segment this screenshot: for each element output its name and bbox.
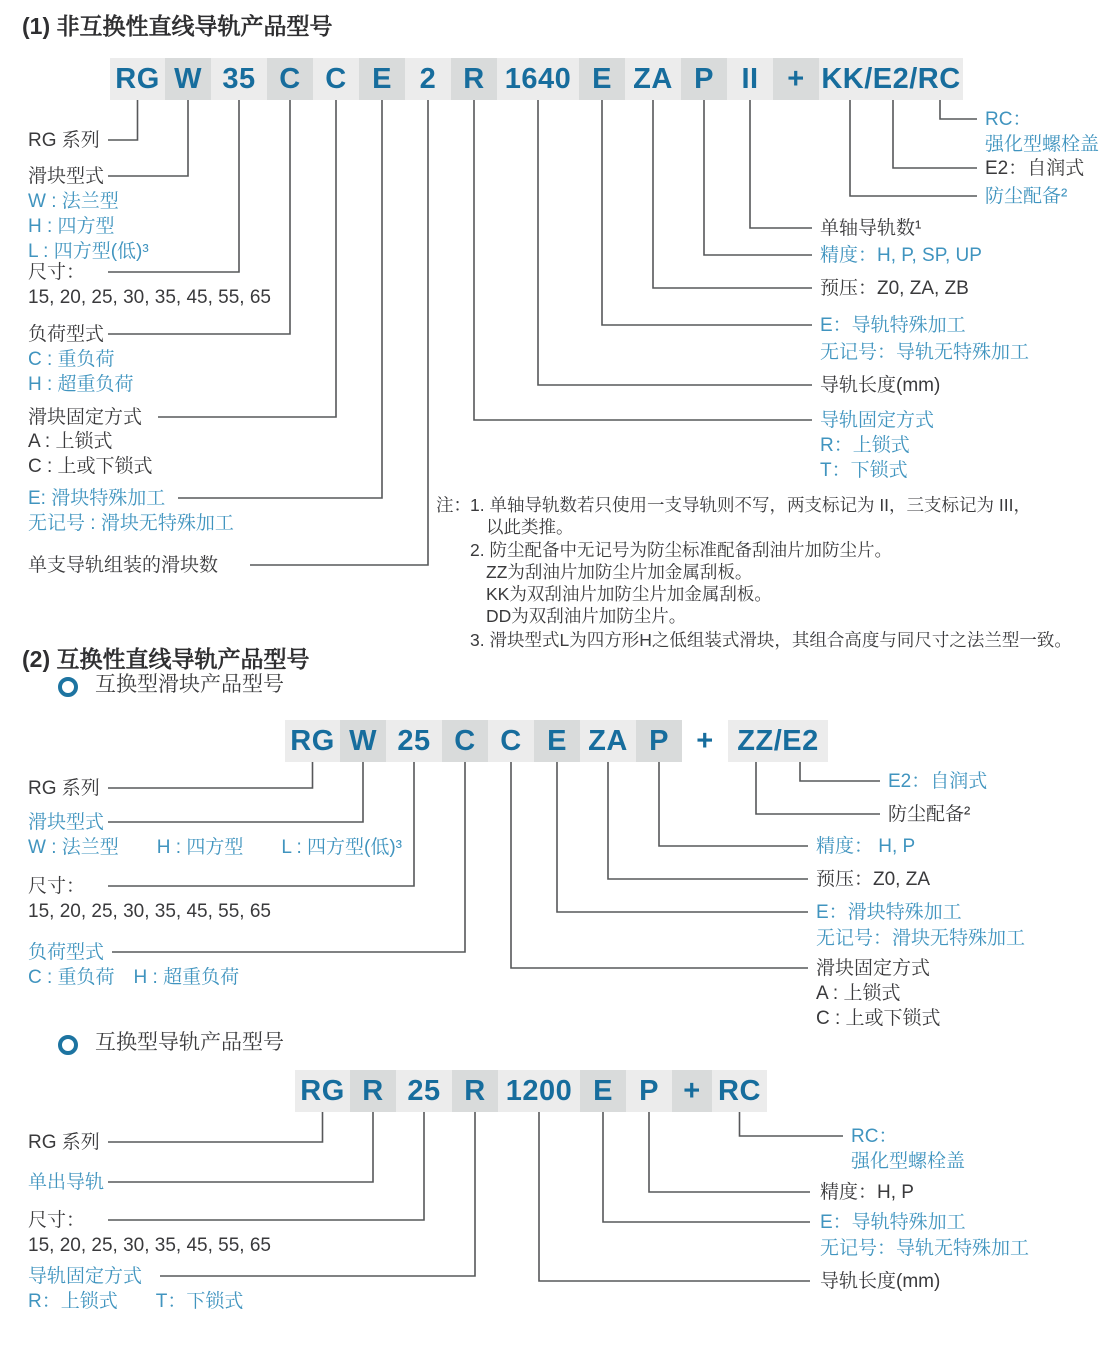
note-prefix: 注： <box>436 495 471 515</box>
code-segment-block-fix: C <box>488 720 534 762</box>
label-rail-special-e: E：导轨特殊加工 <box>820 315 966 336</box>
label-block-type-values: W : 法兰型 H : 四方型 L : 四方型(低)³ <box>28 837 403 858</box>
code-segment-block-type: W <box>340 720 386 762</box>
label-rail-length: 导轨长度(mm) <box>820 1271 941 1292</box>
label-block-fix-a: A : 上锁式 <box>28 431 113 452</box>
code-segment-plus: + <box>773 58 819 100</box>
label-rail-count: 单轴导轨数¹ <box>820 218 922 239</box>
note-1-line-2: 以此类推。 <box>486 517 574 537</box>
label-rail-fix-t: T：下锁式 <box>820 460 908 481</box>
label-block-type-w: W : 法兰型 <box>28 191 119 212</box>
section2-sub-title: 互换型滑块产品型号 <box>95 673 284 696</box>
code-segment-block-fix: C <box>313 58 359 100</box>
code-segment-options: ZZ/E2 <box>728 720 828 762</box>
label-rc-title: RC： <box>851 1126 898 1147</box>
section1-title: (1) 非互换性直线导轨产品型号 <box>22 13 333 39</box>
label-block-special-e: E：滑块特殊加工 <box>816 902 962 923</box>
code-segment-load: C <box>442 720 488 762</box>
code-segment-rail-fix: R <box>451 58 497 100</box>
code-segment-rail-special: E <box>580 1070 626 1112</box>
code-segment-load: C <box>267 58 313 100</box>
code-segment-plus: + <box>696 724 714 757</box>
label-precision: 精度： H, P <box>816 836 916 857</box>
label-block-special-none: 无记号：滑块无特殊加工 <box>816 928 1026 949</box>
label-size-values: 15, 20, 25, 30, 35, 45, 55, 65 <box>28 901 271 922</box>
code-segment-preload: ZA <box>625 58 681 100</box>
code-segment-series: RG <box>285 720 340 762</box>
code-segment-single-rail: R <box>350 1070 396 1112</box>
label-e2: E2：自润式 <box>888 771 988 792</box>
label-rail-fix-title: 导轨固定方式 <box>820 410 935 431</box>
label-load-c: C : 重负荷 <box>28 349 115 370</box>
note-2-line-3: KK为双刮油片加防尘片加金属刮板。 <box>486 584 772 604</box>
label-size-title: 尺寸： <box>28 876 86 897</box>
label-rg-series: RG 系列 <box>28 130 100 151</box>
bullet-circle-icon <box>58 677 78 697</box>
code-segment-block-count: 2 <box>405 58 451 100</box>
note-3: 3. 滑块型式L为四方形H之低组装式滑块，其组合高度与同尺寸之法兰型一致。 <box>470 630 1072 650</box>
label-precision: 精度：H, P, SP, UP <box>820 245 982 266</box>
label-load-title: 负荷型式 <box>28 942 105 963</box>
label-rail-special-e: E：导轨特殊加工 <box>820 1212 966 1233</box>
label-rail-special-none: 无记号：导轨无特殊加工 <box>820 342 1030 363</box>
label-size-title: 尺寸： <box>28 1210 86 1231</box>
model-code-row-3 <box>295 1070 767 1112</box>
code-segment-rail-special: E <box>579 58 625 100</box>
code-segment-precision: P <box>636 720 682 762</box>
code-segment-plus: + <box>672 1070 712 1112</box>
label-precision: 精度：H, P <box>820 1182 914 1203</box>
label-rail-fix-r: R：上锁式 <box>820 435 910 456</box>
label-dust: 防尘配备² <box>985 186 1068 207</box>
code-segment-block-type: W <box>165 58 211 100</box>
label-load-values: C : 重负荷 H : 超重负荷 <box>28 967 240 988</box>
label-size-values: 15, 20, 25, 30, 35, 45, 55, 65 <box>28 287 271 308</box>
model-code-row-2 <box>285 720 828 762</box>
label-load-title: 负荷型式 <box>28 324 105 345</box>
code-segment-size: 35 <box>211 58 267 100</box>
section3-sub-title: 互换型导轨产品型号 <box>95 1031 284 1054</box>
label-size-values: 15, 20, 25, 30, 35, 45, 55, 65 <box>28 1235 271 1256</box>
label-rc-desc: 强化型螺栓盖 <box>851 1151 966 1172</box>
label-rail-fix-values: R：上锁式 T：下锁式 <box>28 1291 244 1312</box>
label-load-h: H : 超重负荷 <box>28 374 134 395</box>
code-segment-rail-length: 1640 <box>497 58 579 100</box>
note-2-line-1: 2. 防尘配备中无记号为防尘标准配备刮油片加防尘片。 <box>470 540 892 560</box>
code-segment-block-special: E <box>359 58 405 100</box>
code-segment-rc: RC <box>712 1070 767 1112</box>
label-rg-series: RG 系列 <box>28 778 100 799</box>
label-block-type-h: H : 四方型 <box>28 216 115 237</box>
label-block-fix-c: C : 上或下锁式 <box>28 456 153 477</box>
label-block-type-title: 滑块型式 <box>28 812 105 833</box>
label-preload: 预压：Z0, ZA, ZB <box>820 278 969 299</box>
label-block-type-title: 滑块型式 <box>28 166 105 187</box>
code-segment-rail-fix: R <box>452 1070 498 1112</box>
code-segment-series: RG <box>295 1070 350 1112</box>
code-segment-preload: ZA <box>580 720 636 762</box>
label-block-count: 单支导轨组装的滑块数 <box>28 555 219 576</box>
label-rail-fix-title: 导轨固定方式 <box>28 1266 143 1287</box>
code-segment-series: RG <box>110 58 165 100</box>
label-block-fix-title: 滑块固定方式 <box>28 407 143 428</box>
label-block-fix-title: 滑块固定方式 <box>816 958 931 979</box>
label-block-type-l: L : 四方型(低)³ <box>28 241 149 262</box>
code-segment-size: 25 <box>386 720 442 762</box>
label-rc-title: RC： <box>985 109 1032 130</box>
label-block-fix-a: A : 上锁式 <box>816 983 901 1004</box>
label-block-fix-c: C : 上或下锁式 <box>816 1008 941 1029</box>
label-e2: E2：自润式 <box>985 158 1085 179</box>
bullet-circle-icon <box>58 1035 78 1055</box>
code-segment-rail-count: II <box>727 58 773 100</box>
note-2-line-2: ZZ为刮油片加防尘片加金属刮板。 <box>486 562 753 582</box>
code-segment-rail-length: 1200 <box>498 1070 580 1112</box>
code-segment-precision: P <box>626 1070 672 1112</box>
label-rg-series: RG 系列 <box>28 1132 100 1153</box>
label-preload: 预压：Z0, ZA <box>816 869 931 890</box>
label-size-title: 尺寸： <box>28 262 86 283</box>
section2-title: (2) 互换性直线导轨产品型号 <box>22 646 310 672</box>
code-segment-precision: P <box>681 58 727 100</box>
label-single-rail: 单出导轨 <box>28 1172 105 1193</box>
note-1-line-1: 1. 单轴导轨数若只使用一支导轨则不写，两支标记为 II，三支标记为 III， <box>470 495 1031 515</box>
label-block-special-e: E: 滑块特殊加工 <box>28 488 166 509</box>
label-block-special-none: 无记号 : 滑块无特殊加工 <box>28 513 234 534</box>
model-code-row-1 <box>110 58 963 100</box>
code-segment-size: 25 <box>396 1070 452 1112</box>
label-rail-special-none: 无记号：导轨无特殊加工 <box>820 1238 1030 1259</box>
code-segment-block-special: E <box>534 720 580 762</box>
label-dust: 防尘配备² <box>888 804 971 825</box>
note-2-line-4: DD为双刮油片加防尘片。 <box>486 606 687 626</box>
label-rail-length: 导轨长度(mm) <box>820 375 941 396</box>
label-rc-desc: 强化型螺栓盖 <box>985 134 1100 155</box>
code-segment-options: KK/E2/RC <box>819 58 963 100</box>
